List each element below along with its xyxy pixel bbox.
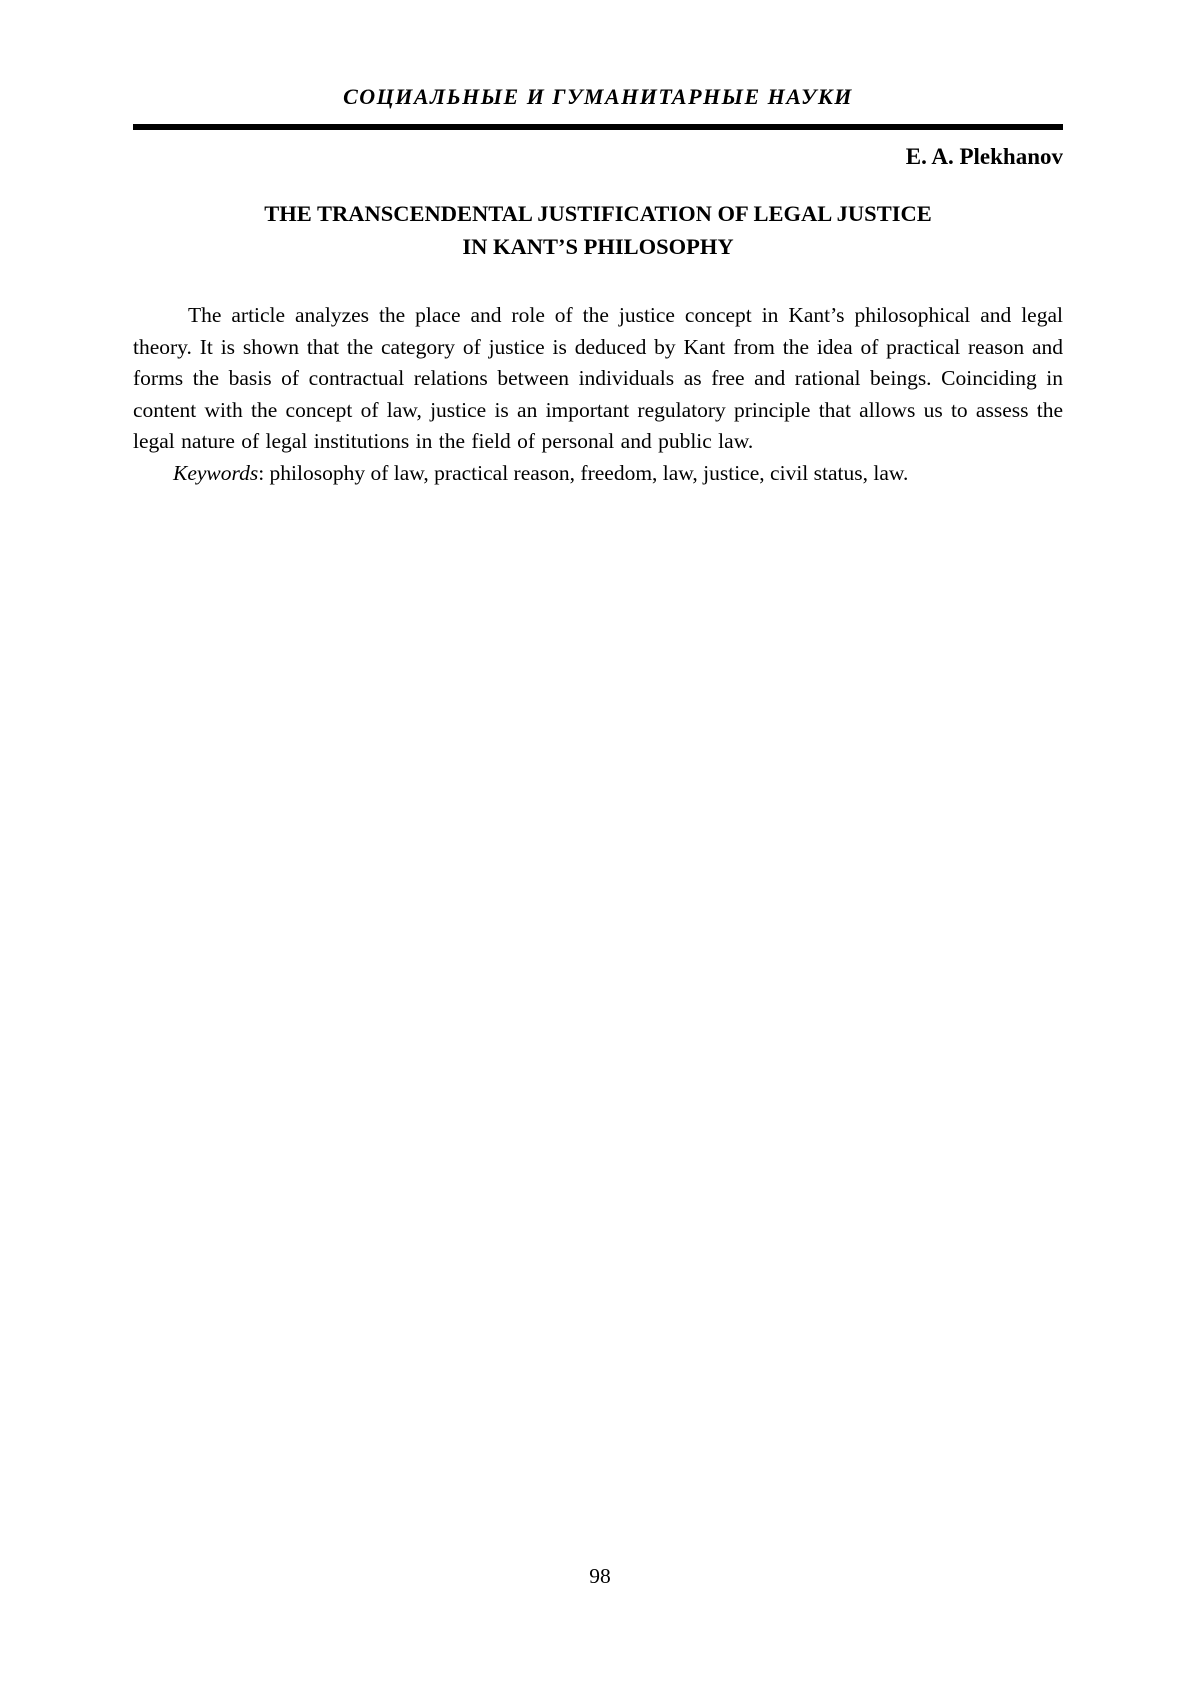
article-title-line-2: IN KANT’S PHILOSOPHY	[462, 234, 734, 259]
article-title-line-1: THE TRANSCENDENTAL JUSTIFICATION OF LEGAL JUSTICE	[264, 201, 932, 226]
keywords-label: Keywords	[173, 460, 259, 485]
page-number: 98	[589, 1564, 611, 1588]
keywords-text: : philosophy of law, practical reason, freedom, law, justice, civil status, law.	[258, 460, 909, 485]
abstract-paragraph: The article analyzes the place and role of the justice concept in Kant’s philosophical and legal theory. It is shown that the category of justice is deduced by Kant from the idea of practical reason and forms the basis of contractual relations between individuals as free and rational beings. Coinciding in content with the concept of law, justice is an important regulatory principle that allows us to assess the legal nature of legal institutions in the field of personal and public law.	[133, 303, 1063, 453]
keywords-line	[133, 458, 1063, 490]
page-content	[0, 0, 1200, 489]
header-double-rule	[133, 124, 1063, 130]
author-name: E. A. Plekhanov	[905, 144, 1063, 169]
journal-section-header: СОЦИАЛЬНЫЕ И ГУМАНИТАРНЫЕ НАУКИ	[343, 84, 853, 109]
article-title	[133, 197, 1063, 263]
